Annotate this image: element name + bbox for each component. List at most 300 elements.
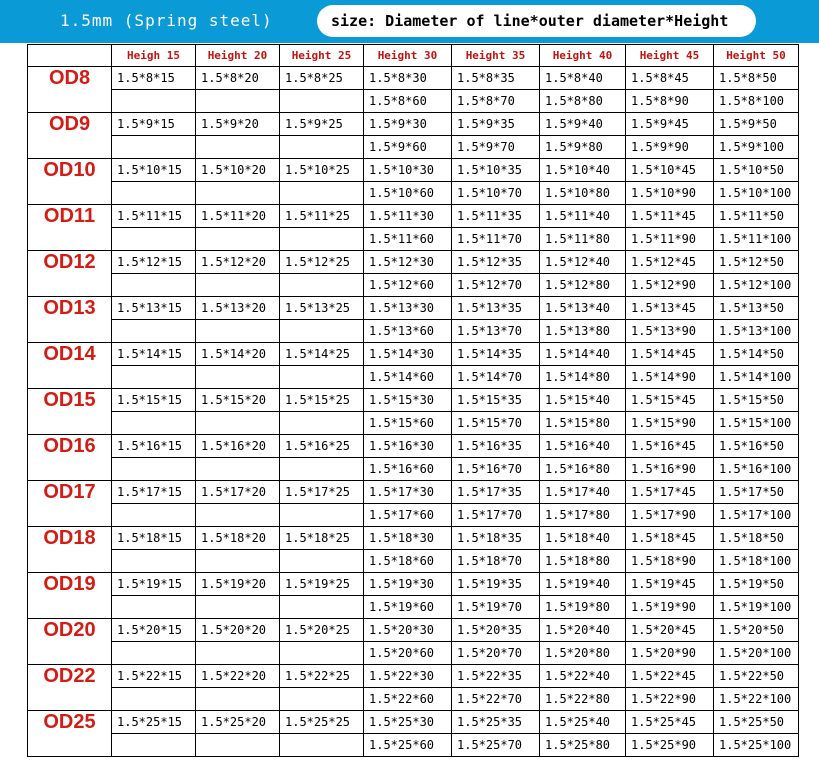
size-cell: 1.5*11*50 bbox=[714, 205, 799, 228]
empty-cell bbox=[280, 136, 364, 159]
size-cell: 1.5*16*60 bbox=[364, 458, 452, 481]
header-cell: Height 25 bbox=[280, 45, 364, 67]
size-cell: 1.5*18*40 bbox=[540, 527, 626, 550]
od-label: OD13 bbox=[28, 297, 112, 343]
size-cell: 1.5*13*45 bbox=[626, 297, 714, 320]
size-cell: 1.5*12*15 bbox=[112, 251, 196, 274]
size-cell: 1.5*25*30 bbox=[364, 711, 452, 734]
size-cell: 1.5*11*45 bbox=[626, 205, 714, 228]
size-cell: 1.5*14*70 bbox=[452, 366, 540, 389]
size-cell: 1.5*18*90 bbox=[626, 550, 714, 573]
size-cell: 1.5*15*50 bbox=[714, 389, 799, 412]
empty-cell bbox=[196, 274, 280, 297]
table-row bbox=[28, 228, 799, 251]
size-cell: 1.5*11*40 bbox=[540, 205, 626, 228]
size-cell: 1.5*8*35 bbox=[452, 67, 540, 90]
size-cell: 1.5*19*70 bbox=[452, 596, 540, 619]
size-cell: 1.5*17*90 bbox=[626, 504, 714, 527]
size-cell: 1.5*14*60 bbox=[364, 366, 452, 389]
size-cell: 1.5*20*90 bbox=[626, 642, 714, 665]
size-cell: 1.5*13*30 bbox=[364, 297, 452, 320]
table-row bbox=[28, 665, 799, 688]
size-cell: 1.5*15*30 bbox=[364, 389, 452, 412]
size-cell: 1.5*22*90 bbox=[626, 688, 714, 711]
empty-cell bbox=[112, 412, 196, 435]
size-cell: 1.5*11*100 bbox=[714, 228, 799, 251]
header-cell: Height 30 bbox=[364, 45, 452, 67]
od-label: OD8 bbox=[28, 67, 112, 113]
empty-cell bbox=[280, 688, 364, 711]
empty-cell bbox=[196, 366, 280, 389]
size-cell: 1.5*19*45 bbox=[626, 573, 714, 596]
size-cell: 1.5*8*80 bbox=[540, 90, 626, 113]
empty-cell bbox=[112, 228, 196, 251]
empty-cell bbox=[280, 366, 364, 389]
size-cell: 1.5*18*45 bbox=[626, 527, 714, 550]
size-cell: 1.5*10*90 bbox=[626, 182, 714, 205]
size-cell: 1.5*15*70 bbox=[452, 412, 540, 435]
size-cell: 1.5*8*30 bbox=[364, 67, 452, 90]
size-cell: 1.5*17*70 bbox=[452, 504, 540, 527]
empty-cell bbox=[112, 504, 196, 527]
size-cell: 1.5*12*40 bbox=[540, 251, 626, 274]
size-cell: 1.5*12*80 bbox=[540, 274, 626, 297]
size-cell: 1.5*12*35 bbox=[452, 251, 540, 274]
size-cell: 1.5*22*40 bbox=[540, 665, 626, 688]
size-cell: 1.5*8*15 bbox=[112, 67, 196, 90]
table-row bbox=[28, 619, 799, 642]
size-cell: 1.5*14*45 bbox=[626, 343, 714, 366]
size-cell: 1.5*14*100 bbox=[714, 366, 799, 389]
size-cell: 1.5*19*50 bbox=[714, 573, 799, 596]
empty-cell bbox=[196, 504, 280, 527]
size-cell: 1.5*9*30 bbox=[364, 113, 452, 136]
size-cell: 1.5*11*15 bbox=[112, 205, 196, 228]
table-row bbox=[28, 389, 799, 412]
size-cell: 1.5*22*35 bbox=[452, 665, 540, 688]
size-legend-pill bbox=[317, 5, 756, 37]
title-banner bbox=[0, 0, 819, 43]
size-cell: 1.5*18*70 bbox=[452, 550, 540, 573]
size-cell: 1.5*13*100 bbox=[714, 320, 799, 343]
size-cell: 1.5*16*15 bbox=[112, 435, 196, 458]
size-cell: 1.5*25*45 bbox=[626, 711, 714, 734]
size-cell: 1.5*14*15 bbox=[112, 343, 196, 366]
empty-cell bbox=[196, 642, 280, 665]
table-row bbox=[28, 274, 799, 297]
size-cell: 1.5*14*25 bbox=[280, 343, 364, 366]
size-cell: 1.5*20*80 bbox=[540, 642, 626, 665]
size-cell: 1.5*13*40 bbox=[540, 297, 626, 320]
size-cell: 1.5*18*25 bbox=[280, 527, 364, 550]
banner-title: 1.5mm (Spring steel) bbox=[60, 11, 273, 30]
header-row bbox=[28, 45, 799, 67]
size-cell: 1.5*20*60 bbox=[364, 642, 452, 665]
size-cell: 1.5*19*35 bbox=[452, 573, 540, 596]
size-cell: 1.5*12*90 bbox=[626, 274, 714, 297]
size-cell: 1.5*17*50 bbox=[714, 481, 799, 504]
size-cell: 1.5*11*35 bbox=[452, 205, 540, 228]
size-cell: 1.5*16*35 bbox=[452, 435, 540, 458]
size-cell: 1.5*11*30 bbox=[364, 205, 452, 228]
size-cell: 1.5*8*100 bbox=[714, 90, 799, 113]
table-row bbox=[28, 481, 799, 504]
size-cell: 1.5*9*70 bbox=[452, 136, 540, 159]
empty-cell bbox=[280, 642, 364, 665]
size-cell: 1.5*17*30 bbox=[364, 481, 452, 504]
size-cell: 1.5*16*80 bbox=[540, 458, 626, 481]
size-cell: 1.5*16*20 bbox=[196, 435, 280, 458]
empty-cell bbox=[280, 596, 364, 619]
empty-cell bbox=[196, 458, 280, 481]
size-cell: 1.5*12*60 bbox=[364, 274, 452, 297]
size-cell: 1.5*20*50 bbox=[714, 619, 799, 642]
size-cell: 1.5*18*30 bbox=[364, 527, 452, 550]
size-cell: 1.5*15*90 bbox=[626, 412, 714, 435]
size-cell: 1.5*11*80 bbox=[540, 228, 626, 251]
size-cell: 1.5*10*100 bbox=[714, 182, 799, 205]
size-cell: 1.5*25*15 bbox=[112, 711, 196, 734]
size-cell: 1.5*12*45 bbox=[626, 251, 714, 274]
size-cell: 1.5*15*45 bbox=[626, 389, 714, 412]
table-row bbox=[28, 366, 799, 389]
size-cell: 1.5*19*25 bbox=[280, 573, 364, 596]
size-cell: 1.5*15*20 bbox=[196, 389, 280, 412]
empty-cell bbox=[280, 182, 364, 205]
size-cell: 1.5*13*25 bbox=[280, 297, 364, 320]
size-cell: 1.5*19*15 bbox=[112, 573, 196, 596]
size-cell: 1.5*14*80 bbox=[540, 366, 626, 389]
size-cell: 1.5*9*45 bbox=[626, 113, 714, 136]
size-cell: 1.5*25*40 bbox=[540, 711, 626, 734]
empty-cell bbox=[196, 136, 280, 159]
empty-cell bbox=[112, 642, 196, 665]
empty-cell bbox=[280, 412, 364, 435]
size-cell: 1.5*19*20 bbox=[196, 573, 280, 596]
size-cell: 1.5*20*100 bbox=[714, 642, 799, 665]
empty-cell bbox=[196, 228, 280, 251]
empty-cell bbox=[196, 550, 280, 573]
size-cell: 1.5*12*100 bbox=[714, 274, 799, 297]
size-cell: 1.5*25*50 bbox=[714, 711, 799, 734]
size-cell: 1.5*12*70 bbox=[452, 274, 540, 297]
table-row bbox=[28, 67, 799, 90]
size-cell: 1.5*8*20 bbox=[196, 67, 280, 90]
empty-cell bbox=[112, 366, 196, 389]
od-label: OD18 bbox=[28, 527, 112, 573]
size-cell: 1.5*10*50 bbox=[714, 159, 799, 182]
od-label: OD20 bbox=[28, 619, 112, 665]
size-cell: 1.5*18*35 bbox=[452, 527, 540, 550]
od-label: OD17 bbox=[28, 481, 112, 527]
size-cell: 1.5*13*60 bbox=[364, 320, 452, 343]
size-cell: 1.5*25*20 bbox=[196, 711, 280, 734]
size-cell: 1.5*25*100 bbox=[714, 734, 799, 757]
size-cell: 1.5*20*20 bbox=[196, 619, 280, 642]
table-row bbox=[28, 527, 799, 550]
size-cell: 1.5*22*80 bbox=[540, 688, 626, 711]
empty-cell bbox=[112, 90, 196, 113]
size-cell: 1.5*15*35 bbox=[452, 389, 540, 412]
size-cell: 1.5*8*70 bbox=[452, 90, 540, 113]
header-cell: Height 20 bbox=[196, 45, 280, 67]
empty-cell bbox=[112, 550, 196, 573]
size-cell: 1.5*9*15 bbox=[112, 113, 196, 136]
empty-cell bbox=[196, 596, 280, 619]
size-cell: 1.5*15*60 bbox=[364, 412, 452, 435]
size-cell: 1.5*14*40 bbox=[540, 343, 626, 366]
empty-cell bbox=[112, 688, 196, 711]
size-cell: 1.5*20*30 bbox=[364, 619, 452, 642]
od-label: OD25 bbox=[28, 711, 112, 757]
size-cell: 1.5*25*35 bbox=[452, 711, 540, 734]
size-cell: 1.5*9*60 bbox=[364, 136, 452, 159]
size-cell: 1.5*16*90 bbox=[626, 458, 714, 481]
size-legend-text: size: Diameter of line*outer diameter*Height bbox=[331, 12, 729, 30]
size-cell: 1.5*18*15 bbox=[112, 527, 196, 550]
table-row bbox=[28, 251, 799, 274]
size-cell: 1.5*14*30 bbox=[364, 343, 452, 366]
header-cell: Heigh 15 bbox=[112, 45, 196, 67]
table-row bbox=[28, 90, 799, 113]
size-cell: 1.5*19*40 bbox=[540, 573, 626, 596]
size-cell: 1.5*9*20 bbox=[196, 113, 280, 136]
spec-table bbox=[27, 44, 799, 757]
size-cell: 1.5*25*90 bbox=[626, 734, 714, 757]
size-cell: 1.5*14*20 bbox=[196, 343, 280, 366]
empty-cell bbox=[112, 734, 196, 757]
size-cell: 1.5*8*45 bbox=[626, 67, 714, 90]
size-cell: 1.5*22*60 bbox=[364, 688, 452, 711]
header-corner bbox=[28, 45, 112, 67]
size-cell: 1.5*17*45 bbox=[626, 481, 714, 504]
size-cell: 1.5*9*50 bbox=[714, 113, 799, 136]
size-cell: 1.5*19*100 bbox=[714, 596, 799, 619]
table-row bbox=[28, 573, 799, 596]
size-cell: 1.5*13*35 bbox=[452, 297, 540, 320]
size-cell: 1.5*15*40 bbox=[540, 389, 626, 412]
size-cell: 1.5*10*70 bbox=[452, 182, 540, 205]
empty-cell bbox=[112, 458, 196, 481]
size-cell: 1.5*8*90 bbox=[626, 90, 714, 113]
size-cell: 1.5*18*100 bbox=[714, 550, 799, 573]
empty-cell bbox=[196, 182, 280, 205]
size-cell: 1.5*9*80 bbox=[540, 136, 626, 159]
size-cell: 1.5*22*100 bbox=[714, 688, 799, 711]
size-cell: 1.5*19*80 bbox=[540, 596, 626, 619]
table-row bbox=[28, 435, 799, 458]
size-cell: 1.5*13*20 bbox=[196, 297, 280, 320]
size-cell: 1.5*18*20 bbox=[196, 527, 280, 550]
empty-cell bbox=[280, 90, 364, 113]
size-cell: 1.5*17*80 bbox=[540, 504, 626, 527]
empty-cell bbox=[280, 228, 364, 251]
size-cell: 1.5*12*30 bbox=[364, 251, 452, 274]
size-cell: 1.5*17*15 bbox=[112, 481, 196, 504]
size-cell: 1.5*17*20 bbox=[196, 481, 280, 504]
od-label: OD11 bbox=[28, 205, 112, 251]
size-cell: 1.5*22*45 bbox=[626, 665, 714, 688]
empty-cell bbox=[280, 550, 364, 573]
header-cell: Height 35 bbox=[452, 45, 540, 67]
empty-cell bbox=[196, 90, 280, 113]
empty-cell bbox=[280, 734, 364, 757]
table-row bbox=[28, 734, 799, 757]
od-label: OD9 bbox=[28, 113, 112, 159]
od-label: OD19 bbox=[28, 573, 112, 619]
size-cell: 1.5*10*40 bbox=[540, 159, 626, 182]
size-cell: 1.5*19*90 bbox=[626, 596, 714, 619]
empty-cell bbox=[112, 596, 196, 619]
spec-table-body bbox=[28, 67, 799, 757]
empty-cell bbox=[196, 688, 280, 711]
size-cell: 1.5*10*15 bbox=[112, 159, 196, 182]
table-row bbox=[28, 642, 799, 665]
size-cell: 1.5*16*50 bbox=[714, 435, 799, 458]
size-cell: 1.5*25*80 bbox=[540, 734, 626, 757]
size-cell: 1.5*12*25 bbox=[280, 251, 364, 274]
table-row bbox=[28, 596, 799, 619]
size-cell: 1.5*16*70 bbox=[452, 458, 540, 481]
size-cell: 1.5*16*30 bbox=[364, 435, 452, 458]
table-row bbox=[28, 343, 799, 366]
size-cell: 1.5*11*60 bbox=[364, 228, 452, 251]
size-cell: 1.5*8*40 bbox=[540, 67, 626, 90]
size-cell: 1.5*11*90 bbox=[626, 228, 714, 251]
size-cell: 1.5*9*100 bbox=[714, 136, 799, 159]
table-row bbox=[28, 711, 799, 734]
size-cell: 1.5*10*35 bbox=[452, 159, 540, 182]
size-cell: 1.5*17*40 bbox=[540, 481, 626, 504]
table-row bbox=[28, 688, 799, 711]
od-label: OD14 bbox=[28, 343, 112, 389]
size-cell: 1.5*9*35 bbox=[452, 113, 540, 136]
size-cell: 1.5*14*50 bbox=[714, 343, 799, 366]
table-row bbox=[28, 504, 799, 527]
size-cell: 1.5*22*70 bbox=[452, 688, 540, 711]
size-cell: 1.5*11*70 bbox=[452, 228, 540, 251]
table-row bbox=[28, 205, 799, 228]
od-label: OD22 bbox=[28, 665, 112, 711]
empty-cell bbox=[112, 274, 196, 297]
size-cell: 1.5*20*45 bbox=[626, 619, 714, 642]
empty-cell bbox=[196, 320, 280, 343]
size-cell: 1.5*10*25 bbox=[280, 159, 364, 182]
size-cell: 1.5*10*30 bbox=[364, 159, 452, 182]
size-cell: 1.5*20*25 bbox=[280, 619, 364, 642]
size-cell: 1.5*15*25 bbox=[280, 389, 364, 412]
empty-cell bbox=[196, 734, 280, 757]
size-cell: 1.5*18*60 bbox=[364, 550, 452, 573]
empty-cell bbox=[112, 320, 196, 343]
size-cell: 1.5*14*35 bbox=[452, 343, 540, 366]
size-cell: 1.5*25*70 bbox=[452, 734, 540, 757]
size-cell: 1.5*11*20 bbox=[196, 205, 280, 228]
size-cell: 1.5*22*20 bbox=[196, 665, 280, 688]
empty-cell bbox=[280, 504, 364, 527]
size-cell: 1.5*18*50 bbox=[714, 527, 799, 550]
size-cell: 1.5*15*15 bbox=[112, 389, 196, 412]
size-cell: 1.5*9*90 bbox=[626, 136, 714, 159]
size-cell: 1.5*8*60 bbox=[364, 90, 452, 113]
table-row bbox=[28, 458, 799, 481]
size-cell: 1.5*18*80 bbox=[540, 550, 626, 573]
size-cell: 1.5*13*15 bbox=[112, 297, 196, 320]
empty-cell bbox=[280, 458, 364, 481]
od-label: OD15 bbox=[28, 389, 112, 435]
table-row bbox=[28, 550, 799, 573]
size-cell: 1.5*10*20 bbox=[196, 159, 280, 182]
table-row bbox=[28, 113, 799, 136]
size-cell: 1.5*13*90 bbox=[626, 320, 714, 343]
size-cell: 1.5*16*40 bbox=[540, 435, 626, 458]
size-cell: 1.5*16*25 bbox=[280, 435, 364, 458]
size-cell: 1.5*16*100 bbox=[714, 458, 799, 481]
table-row bbox=[28, 136, 799, 159]
size-cell: 1.5*17*60 bbox=[364, 504, 452, 527]
size-cell: 1.5*9*25 bbox=[280, 113, 364, 136]
table-row bbox=[28, 320, 799, 343]
size-cell: 1.5*13*50 bbox=[714, 297, 799, 320]
size-cell: 1.5*25*25 bbox=[280, 711, 364, 734]
size-cell: 1.5*10*80 bbox=[540, 182, 626, 205]
size-cell: 1.5*22*25 bbox=[280, 665, 364, 688]
size-cell: 1.5*19*30 bbox=[364, 573, 452, 596]
size-cell: 1.5*17*35 bbox=[452, 481, 540, 504]
empty-cell bbox=[280, 320, 364, 343]
size-cell: 1.5*13*70 bbox=[452, 320, 540, 343]
size-cell: 1.5*16*45 bbox=[626, 435, 714, 458]
size-cell: 1.5*10*60 bbox=[364, 182, 452, 205]
empty-cell bbox=[112, 136, 196, 159]
size-cell: 1.5*12*20 bbox=[196, 251, 280, 274]
size-cell: 1.5*8*50 bbox=[714, 67, 799, 90]
od-label: OD12 bbox=[28, 251, 112, 297]
size-cell: 1.5*17*100 bbox=[714, 504, 799, 527]
size-cell: 1.5*8*25 bbox=[280, 67, 364, 90]
od-label: OD16 bbox=[28, 435, 112, 481]
size-cell: 1.5*22*50 bbox=[714, 665, 799, 688]
size-cell: 1.5*9*40 bbox=[540, 113, 626, 136]
size-cell: 1.5*13*80 bbox=[540, 320, 626, 343]
size-cell: 1.5*22*30 bbox=[364, 665, 452, 688]
size-cell: 1.5*15*100 bbox=[714, 412, 799, 435]
size-cell: 1.5*19*60 bbox=[364, 596, 452, 619]
size-cell: 1.5*15*80 bbox=[540, 412, 626, 435]
table-row bbox=[28, 182, 799, 205]
size-cell: 1.5*25*60 bbox=[364, 734, 452, 757]
empty-cell bbox=[196, 412, 280, 435]
od-label: OD10 bbox=[28, 159, 112, 205]
size-cell: 1.5*12*50 bbox=[714, 251, 799, 274]
header-cell: Height 50 bbox=[714, 45, 799, 67]
size-cell: 1.5*10*45 bbox=[626, 159, 714, 182]
size-cell: 1.5*17*25 bbox=[280, 481, 364, 504]
size-cell: 1.5*20*35 bbox=[452, 619, 540, 642]
empty-cell bbox=[112, 182, 196, 205]
table-row bbox=[28, 159, 799, 182]
header-cell: Height 40 bbox=[540, 45, 626, 67]
header-cell: Height 45 bbox=[626, 45, 714, 67]
size-cell: 1.5*20*70 bbox=[452, 642, 540, 665]
table-row bbox=[28, 412, 799, 435]
size-cell: 1.5*22*15 bbox=[112, 665, 196, 688]
size-cell: 1.5*14*90 bbox=[626, 366, 714, 389]
empty-cell bbox=[280, 274, 364, 297]
size-cell: 1.5*11*25 bbox=[280, 205, 364, 228]
size-cell: 1.5*20*15 bbox=[112, 619, 196, 642]
table-row bbox=[28, 297, 799, 320]
